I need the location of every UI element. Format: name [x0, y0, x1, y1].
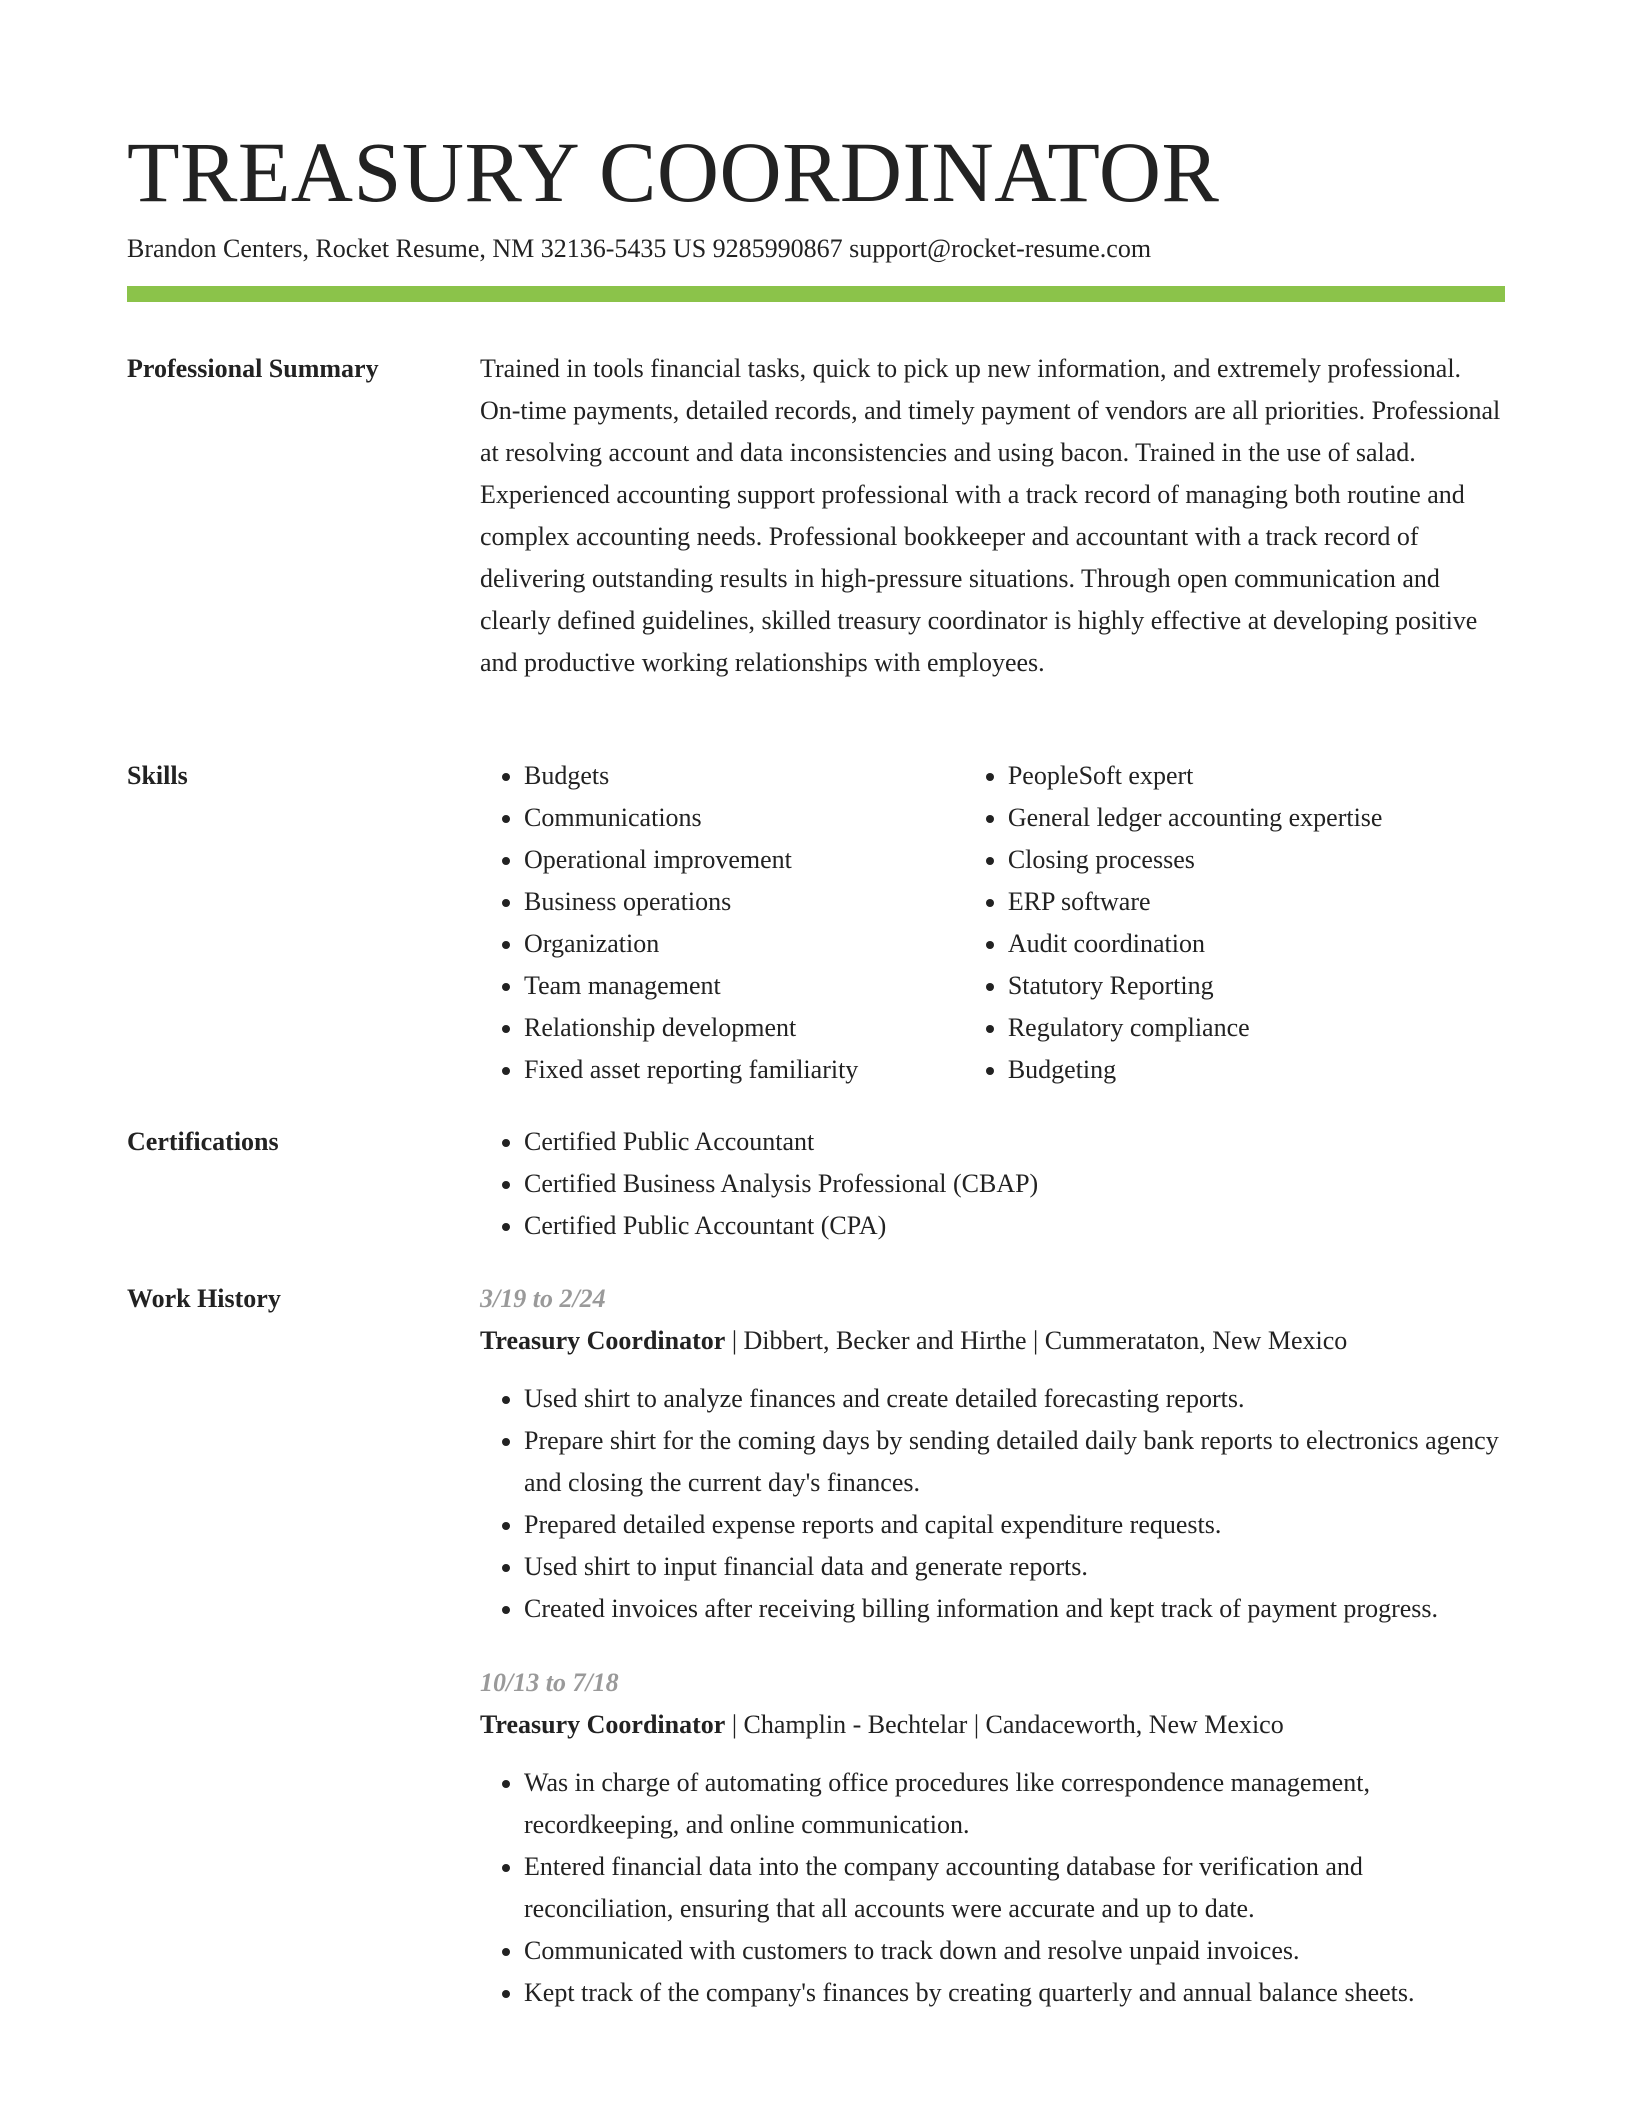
contact-line: Brandon Centers, Rocket Resume, NM 32136-5435 US 9285990867 support@rocket-resume.com: [127, 234, 1152, 263]
job-bullet: • Was in charge of automating office procedures like correspondence management, recordkeeping, and online communication.: [524, 1762, 1505, 1846]
section-label-skills: Skills: [127, 761, 188, 790]
job-bullet: • Prepared detailed expense reports and capital expenditure requests.: [524, 1504, 1505, 1546]
job-bullet: • Prepare shirt for the coming days by sending detailed daily bank reports to electronics agency and closing the current day's finances.: [524, 1420, 1505, 1504]
skill-item: • PeopleSoft expert: [1008, 755, 1505, 797]
job-title: Treasury Coordinator: [480, 1710, 726, 1739]
skill-item: • Fixed asset reporting familiarity: [524, 1049, 964, 1091]
skill-item: • Closing processes: [1008, 839, 1505, 881]
skill-item: • Relationship development: [524, 1007, 964, 1049]
job-entry: [480, 1662, 1505, 2014]
section-label-summary: Professional Summary: [127, 354, 379, 383]
certification-item: • Certified Public Accountant: [524, 1121, 1505, 1163]
job-dates: 10/13 to 7/18: [480, 1668, 619, 1697]
skill-item: • Budgets: [524, 755, 964, 797]
job-bullet: • Entered financial data into the company accounting database for verification and reconciliation, ensuring that all accounts were accurate and up to date.: [524, 1846, 1505, 1930]
skill-item: • Business operations: [524, 881, 964, 923]
summary-text: Trained in tools financial tasks, quick to pick up new information, and extremely professional. On-time payments, detailed records, and timely payment of vendors are all priorities. Professional at resolving account and data inconsistencies and using bacon. Trained in the use of salad. Experienced accounting support professional with a track record of managing both routine and complex accounting needs. Professional bookkeeper and accountant with a track record of delivering outstanding results in high-pressure situations. Through open communication and clearly defined guidelines, skilled treasury coordinator is highly effective at developing positive and productive working relationships with employees.: [480, 354, 1501, 677]
certifications-list: [480, 1121, 1505, 1247]
job-dates: 3/19 to 2/24: [480, 1284, 606, 1313]
certification-item: • Certified Public Accountant (CPA): [524, 1205, 1505, 1247]
skill-item: • Audit coordination: [1008, 923, 1505, 965]
skill-item: • Team management: [524, 965, 964, 1007]
job-heading: [480, 1320, 1505, 1362]
job-bullet: • Communicated with customers to track down and resolve unpaid invoices.: [524, 1930, 1505, 1972]
skills-list-right: [964, 755, 1505, 1091]
skill-item: • Statutory Reporting: [1008, 965, 1505, 1007]
summary-content: [480, 348, 1505, 684]
skills-content: [480, 755, 1505, 1091]
job-heading: [480, 1704, 1505, 1746]
job-bullet-list: [480, 1762, 1505, 2014]
skill-item: • Budgeting: [1008, 1049, 1505, 1091]
skills-list-left: [480, 755, 964, 1091]
job-employer-location: | Dibbert, Becker and Hirthe | Cummerataton, New Mexico: [725, 1326, 1348, 1355]
skill-item: • Regulatory compliance: [1008, 1007, 1505, 1049]
skill-item: • Organization: [524, 923, 964, 965]
job-bullet: • Created invoices after receiving billing information and kept track of payment progress.: [524, 1588, 1505, 1630]
resume-title: TREASURY COORDINATOR: [127, 124, 1220, 220]
job-bullet: • Used shirt to analyze finances and create detailed forecasting reports.: [524, 1378, 1505, 1420]
job-title: Treasury Coordinator: [480, 1326, 726, 1355]
certification-item: • Certified Business Analysis Professional (CBAP): [524, 1163, 1505, 1205]
work-history-content: [480, 1278, 1505, 2014]
accent-divider: [127, 286, 1505, 302]
job-bullet: • Used shirt to input financial data and generate reports.: [524, 1546, 1505, 1588]
job-entry: [480, 1278, 1505, 1630]
job-bullet-list: [480, 1378, 1505, 1630]
skill-item: • General ledger accounting expertise: [1008, 797, 1505, 839]
skill-item: • ERP software: [1008, 881, 1505, 923]
skill-item: • Communications: [524, 797, 964, 839]
job-bullet: • Kept track of the company's finances by creating quarterly and annual balance sheets.: [524, 1972, 1505, 2014]
job-employer-location: | Champlin - Bechtelar | Candaceworth, New Mexico: [725, 1710, 1284, 1739]
section-label-work-history: Work History: [127, 1284, 281, 1313]
certifications-content: [480, 1121, 1505, 1247]
section-label-certifications: Certifications: [127, 1127, 279, 1156]
skill-item: • Operational improvement: [524, 839, 964, 881]
